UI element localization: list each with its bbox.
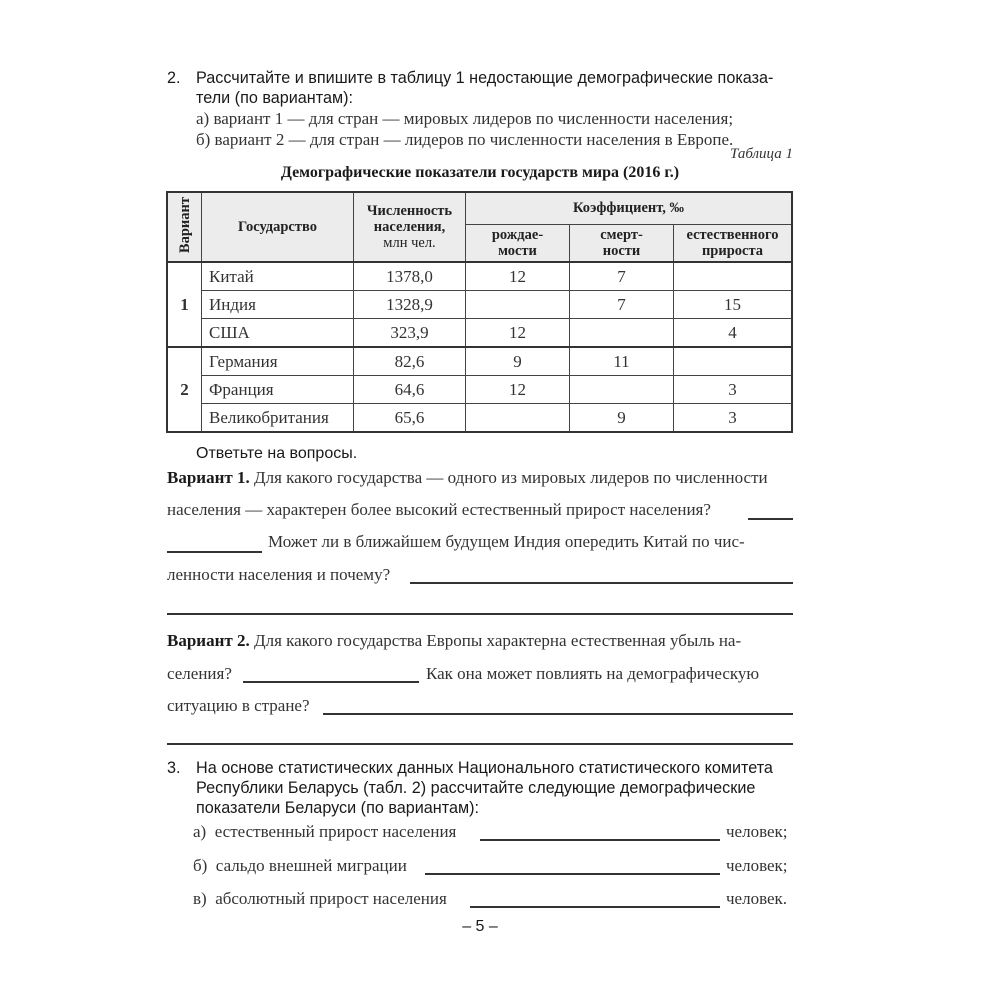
- natural-increase-cell[interactable]: [674, 262, 793, 291]
- birth-rate-cell[interactable]: 12: [466, 319, 570, 348]
- task-2-option-b: б) вариант 2 — для стран — лидеров по численности населения в Европе.: [196, 130, 734, 149]
- population-cell: 1378,0: [354, 262, 466, 291]
- answer-line[interactable]: [167, 613, 793, 615]
- header-birth-rate: рождае- мости: [466, 224, 570, 262]
- variant-2-label: Вариант 2.: [167, 631, 250, 650]
- birth-rate-cell[interactable]: 12: [466, 262, 570, 291]
- variant-2-line-3: ситуацию в стране?: [167, 696, 310, 715]
- population-cell: 64,6: [354, 376, 466, 404]
- task-3-number: 3.: [167, 759, 181, 777]
- country-cell: Индия: [202, 291, 354, 319]
- task-2-number: 2.: [167, 69, 181, 87]
- task-3-item-c-label: в) абсолютный прирост населения: [193, 889, 447, 908]
- task-3-line-1: На основе статистических данных Национального статистического комитета: [196, 759, 773, 777]
- country-cell: США: [202, 319, 354, 348]
- task-3: [167, 758, 797, 818]
- variant-1-line-1: Вариант 1. Для какого государства — одного из мировых лидеров по численности: [167, 468, 768, 487]
- natural-increase-cell[interactable]: 3: [674, 404, 793, 433]
- table-row: [167, 347, 792, 376]
- task-3-line-2: Республики Беларусь (табл. 2) рассчитайте следующие демографические: [196, 779, 756, 797]
- task-3-item-b-unit: человек;: [726, 856, 788, 875]
- table-row: [167, 262, 792, 291]
- natural-increase-cell[interactable]: 15: [674, 291, 793, 319]
- variant-cell: 2: [167, 347, 202, 432]
- header-variant: Вариант: [167, 192, 202, 262]
- death-rate-cell[interactable]: 9: [570, 404, 674, 433]
- table-row: [167, 291, 792, 319]
- country-cell: Китай: [202, 262, 354, 291]
- population-cell: 65,6: [354, 404, 466, 433]
- task-3-line-3: показатели Беларуси (по вариантам):: [196, 799, 479, 817]
- country-cell: Франция: [202, 376, 354, 404]
- answer-line[interactable]: [167, 743, 793, 745]
- population-cell: 1328,9: [354, 291, 466, 319]
- natural-increase-cell[interactable]: [674, 347, 793, 376]
- variant-2-line-2b: Как она может повлиять на демографическую: [426, 664, 760, 683]
- answer-line[interactable]: [748, 518, 793, 520]
- task-2-line-2: тели (по вариантам):: [196, 89, 353, 107]
- birth-rate-cell[interactable]: [466, 291, 570, 319]
- death-rate-cell[interactable]: 11: [570, 347, 674, 376]
- table-row: [167, 376, 792, 404]
- answer-line[interactable]: [480, 839, 720, 841]
- natural-increase-cell[interactable]: 3: [674, 376, 793, 404]
- variant-1-label: Вариант 1.: [167, 468, 250, 487]
- answer-line[interactable]: [243, 681, 419, 683]
- population-cell: 323,9: [354, 319, 466, 348]
- header-death-rate: смерт- ности: [570, 224, 674, 262]
- task-2: [167, 68, 797, 150]
- death-rate-cell[interactable]: [570, 319, 674, 348]
- answer-line[interactable]: [425, 873, 720, 875]
- country-cell: Великобритания: [202, 404, 354, 433]
- answer-line[interactable]: [470, 906, 720, 908]
- birth-rate-cell[interactable]: [466, 404, 570, 433]
- table-title: Демографические показатели государств мира (2016 г.): [280, 164, 680, 181]
- page-number: – 5 –: [462, 918, 498, 935]
- table-row: [167, 319, 792, 348]
- header-coefficient: Коэффициент, ‰: [466, 192, 793, 224]
- variant-2-line-2a: селения?: [167, 664, 232, 683]
- task-2-line-1: Рассчитайте и впишите в таблицу 1 недостающие демографические показа-: [196, 69, 774, 87]
- death-rate-cell[interactable]: 7: [570, 262, 674, 291]
- task-3-item-c-unit: человек.: [726, 889, 788, 908]
- variant-1-line-3: Может ли в ближайшем будущем Индия опередить Китай по чис-: [268, 532, 745, 551]
- table-row: [167, 404, 792, 433]
- table-label: Таблица 1: [730, 146, 793, 162]
- answer-line[interactable]: [410, 582, 793, 584]
- variant-1-line-2: населения — характерен более высокий естественный прирост населения?: [167, 500, 711, 519]
- population-cell: 82,6: [354, 347, 466, 376]
- birth-rate-cell[interactable]: 12: [466, 376, 570, 404]
- death-rate-cell[interactable]: [570, 376, 674, 404]
- task-3-item-a-unit: человек;: [726, 822, 788, 841]
- country-cell: Германия: [202, 347, 354, 376]
- variant-cell: 1: [167, 262, 202, 347]
- birth-rate-cell[interactable]: 9: [466, 347, 570, 376]
- natural-increase-cell[interactable]: 4: [674, 319, 793, 348]
- variant-1-line-4: ленности населения и почему?: [167, 565, 391, 584]
- task-2-option-a: а) вариант 1 — для стран — мировых лидеров по численности населения;: [196, 109, 734, 128]
- answer-line[interactable]: [323, 713, 793, 715]
- header-population: Численность населения, млн чел.: [354, 192, 466, 262]
- questions-intro: Ответьте на вопросы.: [196, 445, 358, 462]
- task-3-item-a-label: а) естественный прирост населения: [193, 822, 457, 841]
- header-country: Государство: [202, 192, 354, 262]
- variant-2-line-1: Вариант 2. Для какого государства Европы характерна естественная убыль на-: [167, 631, 742, 650]
- answer-line[interactable]: [167, 551, 262, 553]
- death-rate-cell[interactable]: 7: [570, 291, 674, 319]
- demographics-table: [166, 191, 793, 433]
- task-3-item-b-label: б) сальдо внешней миграции: [193, 856, 407, 875]
- header-natural-increase: естественного прироста: [674, 224, 793, 262]
